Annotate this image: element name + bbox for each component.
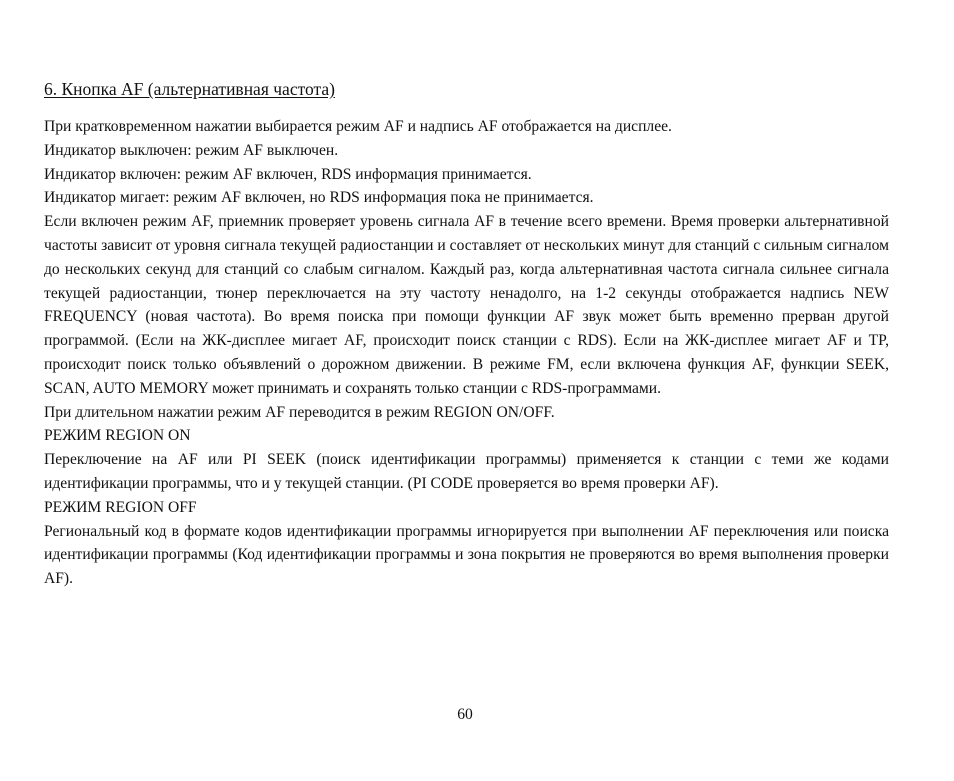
paragraph-indicator-blinking: Индикатор мигает: режим AF включен, но RDS информация пока не принимается. — [44, 189, 594, 207]
paragraph-region-on: Переключение на AF или PI SEEK (поиск идентификации программы) применяется к станции с теми же кодами идентификации программы, что и у текущей станции. (PI CODE проверяется во время проверки AF). — [44, 451, 889, 492]
mode-region-on-title: РЕЖИМ REGION ON — [44, 427, 191, 445]
paragraph-indicator-on: Индикатор включен: режим AF включен, RDS информация принимается. — [44, 165, 532, 183]
paragraph-long-press: При длительном нажатии режим AF переводится в режим REGION ON/OFF. — [44, 403, 555, 421]
paragraph-short-press: При кратковременном нажатии выбирается режим AF и надпись AF отображается на дисплее. — [44, 118, 672, 135]
mode-region-off-title: РЕЖИМ REGION OFF — [44, 498, 197, 516]
paragraph-indicator-off: Индикатор выключен: режим AF выключен. — [44, 141, 339, 159]
page-number: 60 — [457, 706, 473, 723]
section-heading: 6. Кнопка AF (альтернативная частота) — [44, 79, 335, 99]
paragraph-region-off: Региональный код в формате кодов идентификации программы игнорируется при выполнении AF переключения или поиска идентификации программы (Код идентификации программы и зона покрытия не проверяются во время выполнения проверки AF). — [44, 522, 889, 588]
body-text — [44, 115, 889, 591]
paragraph-af-description: Если включен режим AF, приемник проверяет уровень сигнала AF в течение всего времени. Время проверки альтернативной частоты зависит от уровня сигнала текущей радиостанции и составляет от нескольких минут для станций с сильным сигналом до нескольких секунд для станций со слабым сигналом. Каждый раз, когда альтернативная частота сигнала сильнее сигнала текущей радиостанции, тюнер переключается на эту частоту ненадолго, на 1-2 секунды отображается надпись NEW FREQUENCY (новая частота). Во время поиска при помощи функции AF звук может быть временно прерван другой программой. (Если на ЖК-дисплее мигает AF, происходит поиск станции с RDS). Если на ЖК-дисплее мигает AF и TP, происходит поиск только объявлений о дорожном движении. В режиме FM, если включена функция AF, функции SEEK, SCAN, AUTO MEMORY может принимать и сохранять только станции с RDS-программами. — [44, 213, 889, 397]
